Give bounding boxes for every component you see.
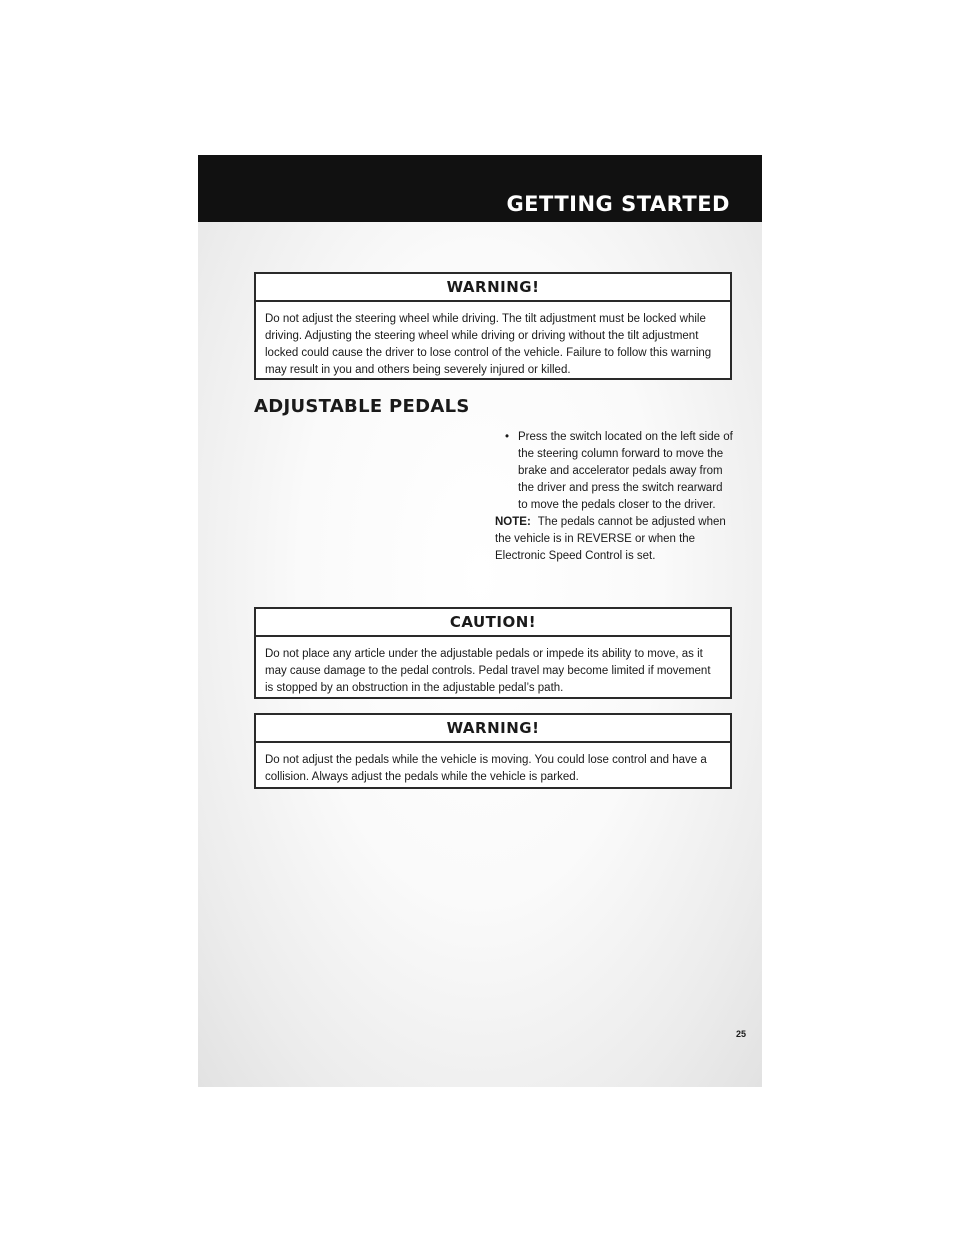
warning-box-pedals <box>254 713 732 789</box>
caution-title: CAUTION! <box>256 609 730 637</box>
note-label: NOTE: <box>495 516 531 528</box>
warning-text: Do not adjust the steering wheel while driving. The tilt adjustment must be locked while driving. Adjusting the steering wheel while driving or driving without the tilt adjustment locked could cause the driver to lose control of the vehicle. Failure to follow this warning may result in you and others being severely injured or killed. <box>265 313 712 376</box>
warning-text: Do not adjust the pedals while the vehicle is moving. You could lose control and have a collision. Always adjust the pedals while the vehicle is parked. <box>265 754 707 783</box>
manual-page <box>198 155 762 1087</box>
caution-box <box>254 607 732 699</box>
warning-title: WARNING! <box>256 715 730 743</box>
note-text: The pedals cannot be adjusted when the vehicle is in REVERSE or when the Electronic Speed Control is set. <box>495 516 726 562</box>
bullet-icon: • <box>505 431 510 443</box>
warning-box-steering <box>254 272 732 380</box>
caution-text: Do not place any article under the adjustable pedals or impede its ability to move, as it may cause damage to the pedal controls. Pedal travel may become limited if movement is stopped by an obstruction in the adjustable pedal’s path. <box>265 648 711 694</box>
section-heading: ADJUSTABLE PEDALS <box>254 396 470 417</box>
warning-title: WARNING! <box>256 274 730 302</box>
note <box>495 514 735 565</box>
page-number: 25 <box>735 1029 746 1039</box>
header-title: GETTING STARTED <box>506 192 730 216</box>
header-bar <box>198 155 762 222</box>
list-item <box>495 429 735 514</box>
bullet-list <box>495 429 735 514</box>
bullet-text: Press the switch located on the left side of the steering column forward to move the brake and accelerator pedals away from the driver and press the switch rearward to move the pedals closer to the driver. <box>518 431 733 511</box>
